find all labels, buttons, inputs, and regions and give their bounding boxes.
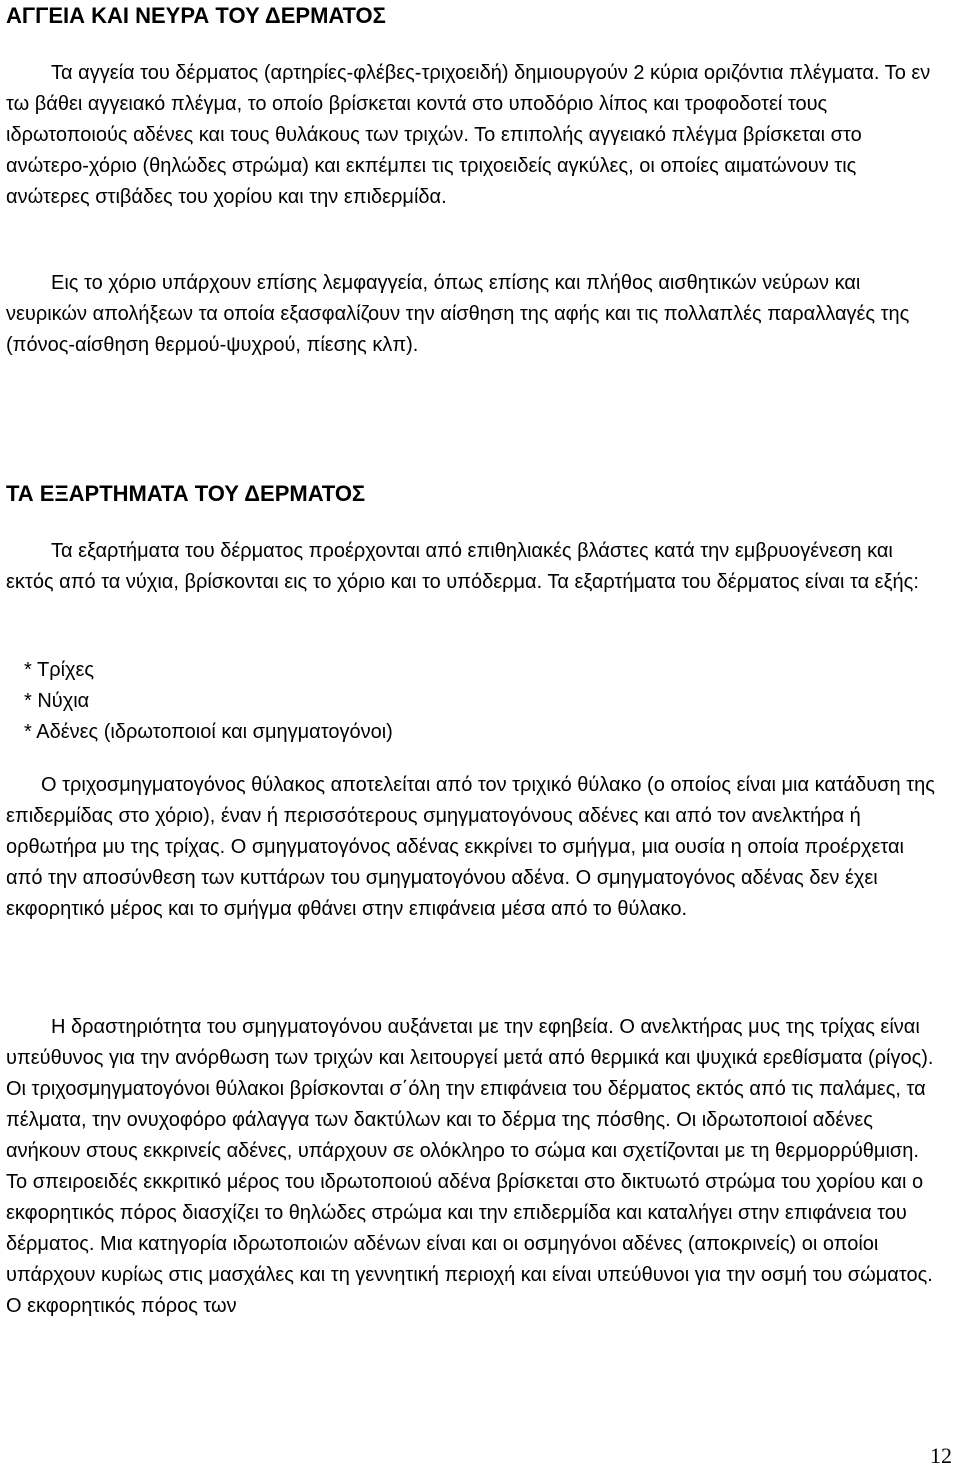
list-item: * Νύχια (24, 690, 90, 712)
paragraph-pilosebaceous: Ο τριχοσμηγματογόνος θύλακος αποτελείται από τον τριχικό θύλακο (ο οποίος είναι μια κατάδυση της επιδερμίδας στο χόριο), έναν ή περισσότερους σμηγματογόνους αδένες και από τον ανελκτήρα ή ορθωτήρα μυ της τρίχας. Ο σμηγματογόνος αδένας εκκρίνει το σμήγμα, μια ουσία η οποία προέρχεται από την αποσύνθεση των κυττάρων του σμηγματογόνου αδένα. Ο σμηγματογόνος αδένας δεν έχει εκφορητικό μέρος και το σμήγμα φθάνει στην επιφάνεια μέσα από το θύλακο. (6, 774, 935, 920)
appendages-list (24, 655, 393, 748)
page-number: 12 (930, 1443, 952, 1468)
section-title-vessels-nerves: ΑΓΓΕΙΑ ΚΑΙ ΝΕΥΡΑ ΤΟΥ ΔΕΡΜΑΤΟΣ (6, 3, 386, 28)
paragraph-appendages-intro: Τα εξαρτήματα του δέρματος προέρχονται από επιθηλιακές βλάστες κατά την εμβρυογένεση και εκτός από τα νύχια, βρίσκονται εις το χόριο και το υπόδερμα. Τα εξαρτήματα του δέρματος είναι τα εξής: (6, 540, 919, 593)
paragraph-sebaceous-activity: Η δραστηριότητα του σμηγματογόνου αυξάνεται με την εφηβεία. Ο ανελκτήρας μυς της τρίχας είναι υπεύθυνος για την ανόρθωση των τριχών και λειτουργεί μετά από θερμικά και ψυχικά ερεθίσματα (ρίγος). Οι τριχοσμηγματογόνοι θύλακοι βρίσκονται σ΄όλη την επιφάνεια του δέρματος εκτός από τις παλάμες, τα πέλματα, την ονυχοφόρο φάλαγγα των δακτύλων και το δέρμα της πόσθης. Οι ιδρωτοποιοί αδένες ανήκουν στους εκκρινείς αδένες, υπάρχουν σε ολόκληρο το σώμα και σχετίζονται με τη θερμορρύθμιση. Το σπειροειδές εκκριτικό μέρος του ιδρωτοποιού αδένα βρίσκεται στο δικτυωτό στρώμα του χορίου και ο εκφορητικός πόρος διασχίζει το θηλώδες στρώμα και την επιδερμίδα και καταλήγει στην επιφάνεια του δέρματος. Μια κατηγορία ιδρωτοποιών αδένων είναι και οι οσμηγόνοι αδένες (αποκρινείς) οι οποίοι υπάρχουν κυρίως στις μασχάλες και τη γεννητική περιοχή και είναι υπεύθυνοι για την οσμή του σώματος. Ο εκφορητικός πόρος των (6, 1016, 934, 1317)
list-item: * Τρίχες (24, 659, 95, 681)
paragraph-vessels: Τα αγγεία του δέρματος (αρτηρίες-φλέβες-τριχοειδή) δημιουργούν 2 κύρια οριζόντια πλέγματα. Το εν τω βάθει αγγειακό πλέγμα, το οποίο βρίσκεται κοντά στο υποδόριο λίπος και τροφοδοτεί τους ιδρωτοποιούς αδένες και τους θυλάκους των τριχών. Το επιπολής αγγειακό πλέγμα βρίσκεται στο ανώτερο-χόριο (θηλώδες στρώμα) και εκπέμπει τις τριχοειδείς αγκύλες, οι οποίες αιματώνουν τις ανώτερες στιβάδες του χορίου και την επιδερμίδα. (6, 62, 931, 208)
section-title-appendages: ΤΑ ΕΞΑΡΤΗΜΑΤΑ ΤΟΥ ΔΕΡΜΑΤΟΣ (6, 481, 366, 506)
paragraph-lymph-nerves: Εις το χόριο υπάρχουν επίσης λεμφαγγεία, όπως επίσης και πλήθος αισθητικών νεύρων και νευρικών απολήξεων τα οποία εξασφαλίζουν την αίσθηση της αφής και τις πολλαπλές παραλλαγές της (πόνος-αίσθηση θερμού-ψυχρού, πίεσης κλπ). (6, 272, 910, 356)
list-item: * Αδένες (ιδρωτοποιοί και σμηγματογόνοι) (24, 721, 393, 743)
